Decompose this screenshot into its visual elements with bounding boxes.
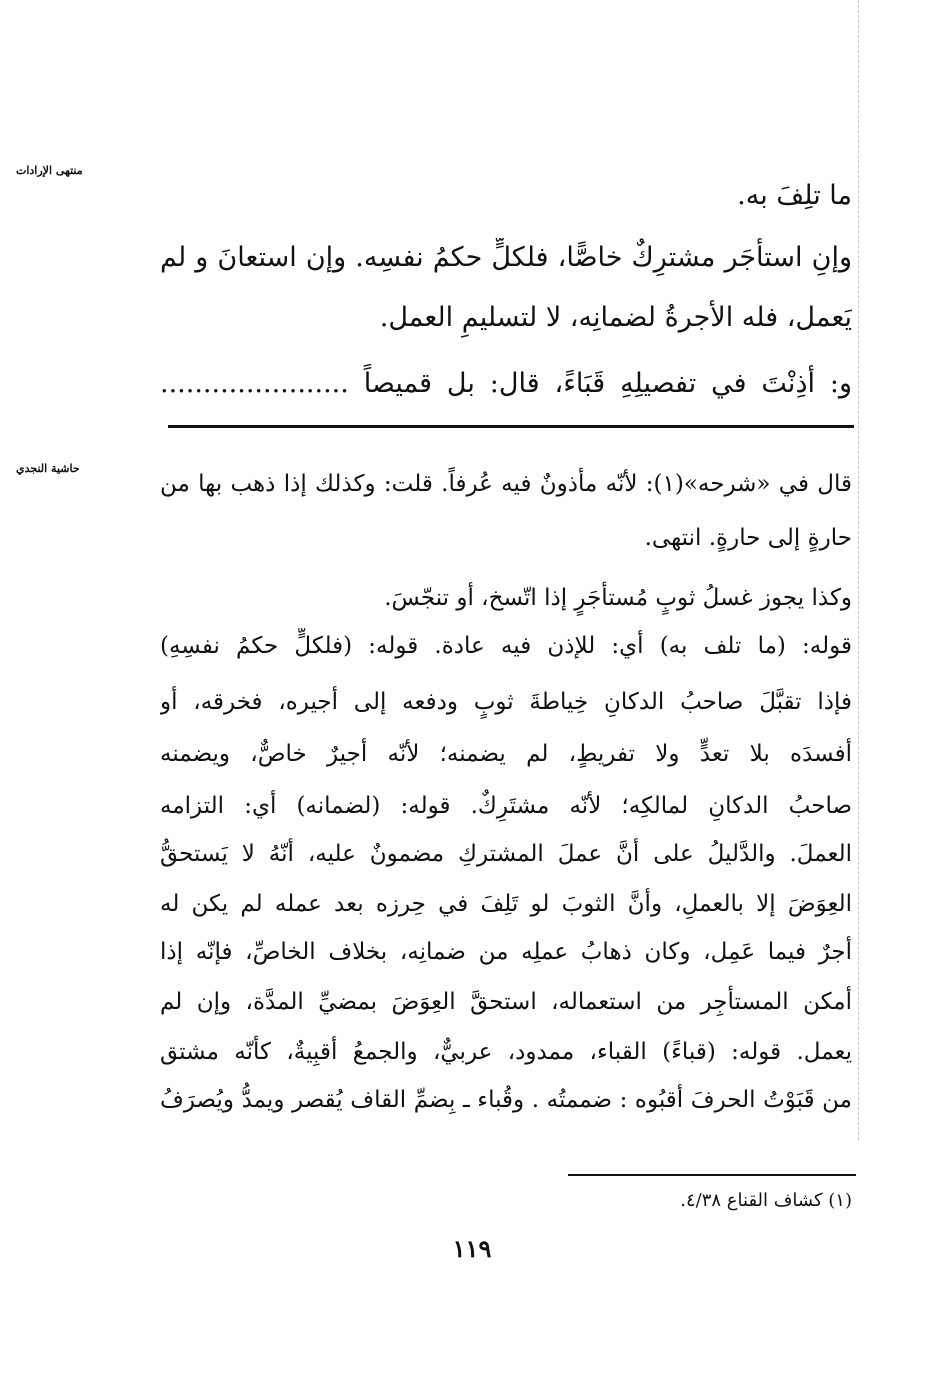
hashiya-line: أفسدَه بلا تعدٍّ ولا تفريطٍ، لم يضمنه؛ لأنّه أجيرٌ خاصٌّ، ويضمنه [160,741,852,767]
hashiya-line: قوله: (ما تلف به) أي: للإذن فيه عادة. قوله: (فلكلٍّ حكمُ نفسِهِ) [160,633,852,659]
hashiya-line: صاحبُ الدكانِ لمالكِه؛ لأنّه مشتَرِكٌ. قوله: (لضمانه) أي: التزامه [160,793,852,819]
hashiya-line: العِوَضَ إلا بالعملِ، وأنَّ الثوبَ لو تَلِفَ في حِرزه بعد عمله لم يكن له [160,891,852,917]
page-number: ١١٩ [452,1234,492,1263]
matn-line: وإنِ استأجَر مشترِكٌ خاصًّا، فلكلٍّ حكمُ نفسِه. وإن استعانَ و لم [160,242,852,273]
column-guide-line [858,0,860,1140]
matn-line: ما تلِفَ به. [737,180,852,211]
commentary-side-label: حاشية النجدي [16,462,80,475]
footnote-divider [568,1174,856,1176]
hashiya-line: من قَبَوْتُ الحرفَ أقبُوه : ضممتُه . وقُباء ـ بِضمِّ القاف يُقصر ويمدُّ ويُصرَفُ [160,1087,852,1113]
hashiya-line: حارةٍ إلى حارةٍ. انتهى. [644,525,852,551]
book-title-side-label: منتهى الإرادات [16,164,83,177]
matn-line: و: أذِنْتَ في تفصيلِهِ قَبَاءً، قال: بل قميصاً ...................... [160,368,852,399]
section-divider [168,425,854,428]
footnote: (١) كشاف القناع ٤/٣٨. [680,1190,852,1211]
matn-line: يَعمل، فله الأجرةُ لضمانِه، لا لتسليمِ العمل. [379,302,852,333]
hashiya-line: قال في «شرحه»(١): لأنّه مأذونٌ فيه عُرفاً. قلت: وكذلك إذا ذهب بها من [160,471,852,497]
hashiya-line: فإذا تقبَّلَ صاحبُ الدكانِ خِياطةَ ثوبٍ ودفعه إلى أجيره، فخرقه، أو [160,689,852,715]
hashiya-line: أجرٌ فيما عَمِل، وكان ذهابُ عملِه من ضمانِه، بخلاف الخاصِّ، فإنّه إذا [160,939,852,965]
hashiya-line: وكذا يجوز غسلُ ثوبٍ مُستأجَرٍ إذا اتّسخ، أو تنجّسَ. [384,585,852,611]
hashiya-line: يعمل. قوله: (قباءً) القباء، ممدود، عربيٌّ، والجمعُ أقبِيةٌ، كأنّه مشتق [160,1039,852,1065]
hashiya-line: أمكن المستأجِر من استعماله، استحقَّ العِوَضَ بمضيِّ المدَّة، وإن لم [160,989,852,1015]
hashiya-line: العملَ. والدَّليلُ على أنَّ عملَ المشتركِ مضمونٌ عليه، أنّهُ لا يَستحقُّ [160,841,852,867]
